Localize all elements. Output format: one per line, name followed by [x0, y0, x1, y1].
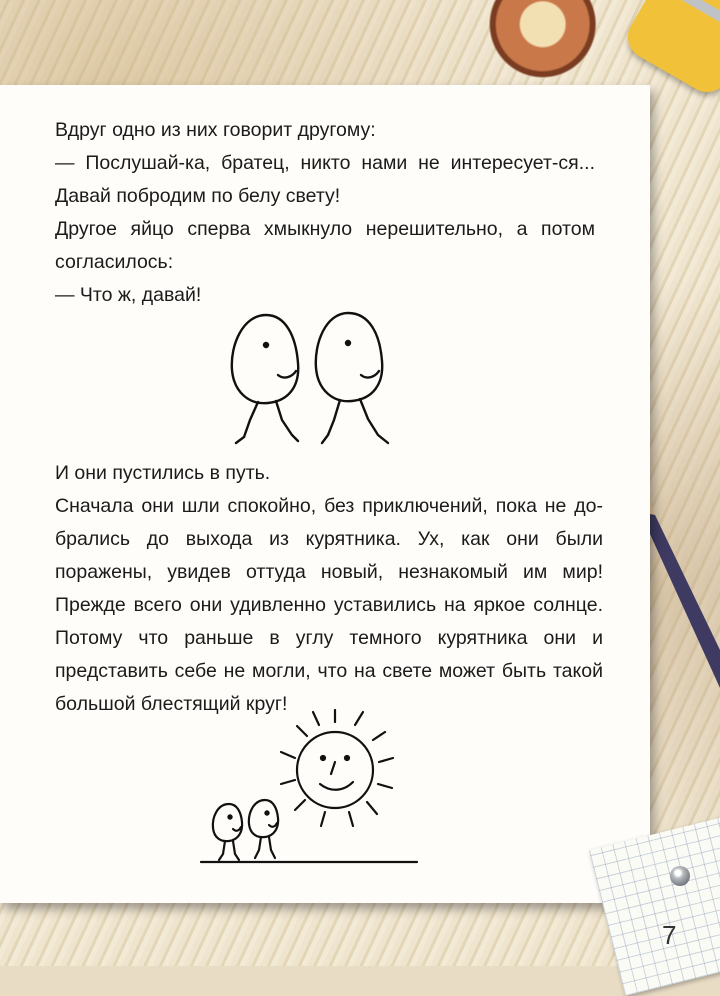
two-walking-eggs-icon	[218, 305, 438, 455]
sun-and-eggs-icon	[195, 692, 435, 877]
pushpin-icon	[670, 866, 690, 886]
text-block-top	[55, 114, 595, 312]
text-block-bottom	[55, 457, 603, 721]
paragraph: Другое яйцо сперва хмыкнуло нерешительно, а потом согласилось:	[55, 218, 595, 273]
paragraph: — Что ж, давай!	[55, 284, 202, 306]
page-number: 7	[662, 920, 677, 950]
paragraph: Вдруг одно из них говорит другому:	[55, 119, 376, 141]
paragraph: Сначала они шли спокойно, без приключений, пока не до-брались до выхода из курятника. Ух, как они были поражены, увидев оттуда новый, незнакомый им мир! Прежде всего они удивленно уставились на яркое солнце. Потому что раньше в углу темного курятника они и представить себе не могли, что на свете может быть такой большой блестящий круг!	[55, 495, 603, 715]
paragraph: — Послушай-ка, братец, никто нами не интересует-ся... Давай побродим по белу свету!	[55, 152, 595, 207]
paragraph: И они пустились в путь.	[55, 462, 271, 484]
